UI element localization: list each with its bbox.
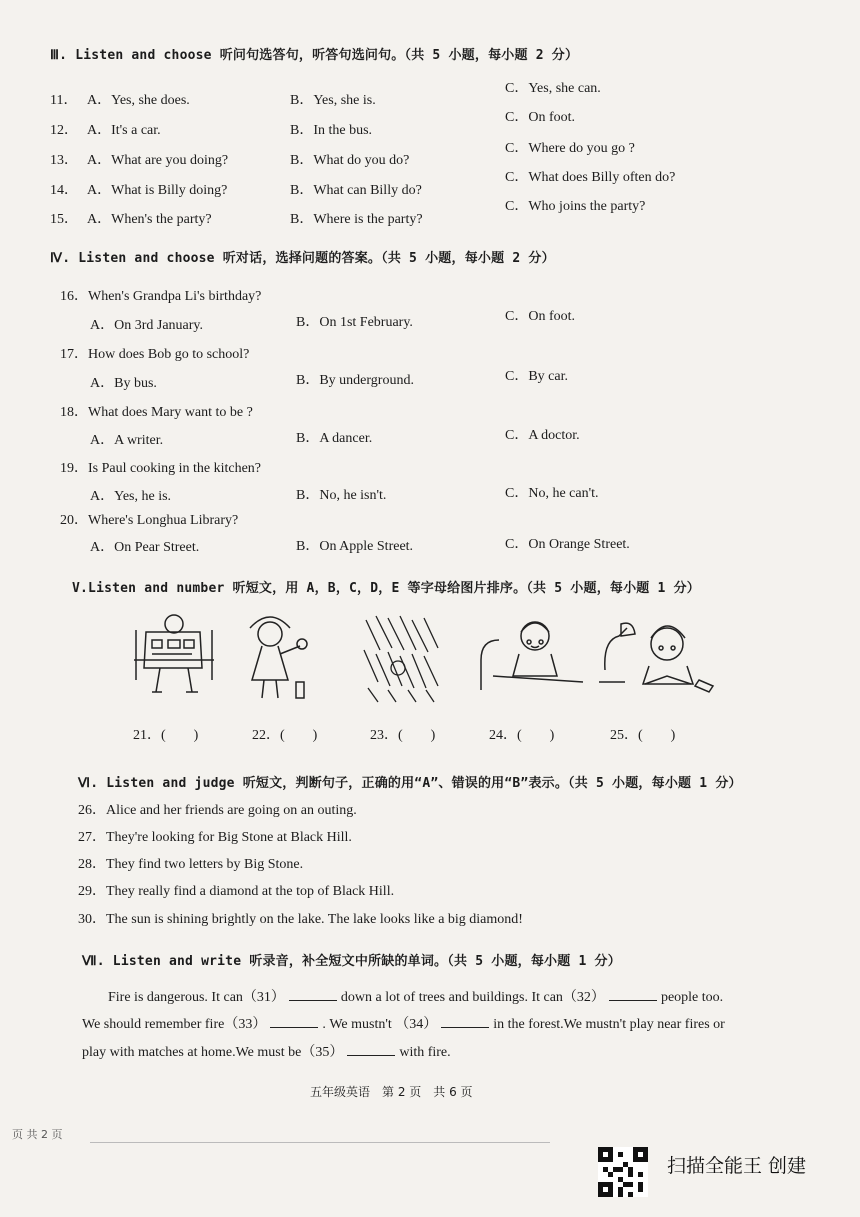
- judge-item-30: 30．The sun is shining brightly on the lake. The lake looks like a big diamond!: [78, 912, 523, 927]
- picture-man-reading-newspaper: [116, 610, 226, 705]
- section-6-heading: Ⅵ. Listen and judge 听短文，判断句子，正确的用“A”、错误的用“B”表示。（共 5 小题，每小题 1 分）: [78, 776, 742, 791]
- q16-option-c: C．On foot.: [505, 309, 575, 324]
- question-number: 12．: [50, 123, 78, 138]
- q20-option-c: C．On Orange Street.: [505, 537, 630, 552]
- option-b: B．In the bus.: [290, 123, 373, 138]
- judge-item-26: 26．Alice and her friends are going on an outing.: [78, 803, 357, 818]
- corner-page-mark: 页 共 2 页: [12, 1128, 63, 1141]
- option-c: C．Yes, she can.: [505, 81, 601, 96]
- option-a: A．What is Billy doing?: [87, 183, 228, 198]
- picture-girl-at-desk: [473, 610, 588, 705]
- blank-34[interactable]: [441, 1015, 489, 1028]
- question-17-stem: 17．How does Bob go to school?: [60, 347, 250, 362]
- picture-row: [100, 610, 730, 705]
- paragraph-line-1: [108, 986, 723, 1006]
- option-b: B．What can Billy do?: [290, 183, 422, 198]
- blank-32[interactable]: [609, 988, 657, 1001]
- number-21: 21．( ): [133, 728, 199, 743]
- judge-item-28: 28．They find two letters by Big Stone.: [78, 857, 304, 872]
- text: in the forest.We mustn't play near fires or: [493, 1017, 725, 1032]
- judge-item-27: 27．They're looking for Big Stone at Black Hill.: [78, 830, 352, 845]
- q17-option-a: A．By bus.: [90, 376, 157, 391]
- number-25: 25．( ): [610, 728, 676, 743]
- section-4-heading: Ⅳ. Listen and choose 听对话，选择问题的答案。（共 5 小题，每小题 2 分）: [50, 251, 555, 266]
- option-a: A．It's a car.: [87, 123, 161, 138]
- blank-31[interactable]: [289, 988, 337, 1001]
- paragraph-line-2: [82, 1013, 725, 1033]
- section-7-heading: Ⅶ. Listen and write 听录音，补全短文中所缺的单词。（共 5 小题，每小题 1 分）: [82, 954, 621, 969]
- number-24: 24．( ): [489, 728, 555, 743]
- q19-option-c: C．No, he can't.: [505, 486, 599, 501]
- q19-option-b: B．No, he isn't.: [296, 488, 387, 503]
- question-16-stem: 16．When's Grandpa Li's birthday?: [60, 289, 262, 304]
- text: . We mustn't （34）: [322, 1017, 438, 1032]
- q18-option-b: B．A dancer.: [296, 431, 373, 446]
- judge-item-29: 29．They really find a diamond at the top of Black Hill.: [78, 884, 395, 899]
- text: people too.: [660, 990, 724, 1005]
- option-c: C．Where do you go ?: [505, 141, 635, 156]
- fold-line: [90, 1142, 550, 1143]
- number-22: 22．( ): [252, 728, 318, 743]
- scanner-brand-label: 扫描全能王 创建: [667, 1155, 807, 1177]
- q16-option-b: B．On 1st February.: [296, 315, 413, 330]
- text: We should remember fire（33）: [82, 1017, 267, 1032]
- option-c: C．What does Billy often do?: [505, 170, 676, 185]
- paragraph-line-3: [82, 1041, 451, 1061]
- option-a: A．What are you doing?: [87, 153, 229, 168]
- page-footer: 五年级英语 第 2 页 共 6 页: [310, 1085, 473, 1099]
- option-b: B．What do you do?: [290, 153, 410, 168]
- q17-option-c: C．By car.: [505, 369, 568, 384]
- q18-option-c: C．A doctor.: [505, 428, 580, 443]
- question-20-stem: 20．Where's Longhua Library?: [60, 513, 239, 528]
- question-number: 11．: [50, 93, 78, 108]
- picture-boy-reading-with-lamp: [595, 610, 725, 705]
- option-b: B．Where is the party?: [290, 212, 423, 227]
- option-c: C．On foot.: [505, 110, 575, 125]
- text: Fire is dangerous. It can（31）: [108, 990, 285, 1005]
- blank-35[interactable]: [347, 1043, 395, 1056]
- section-5-heading: V.Listen and number 听短文，用 A，B，C，D，E 等字母给图片排序。（共 5 小题，每小题 1 分）: [72, 581, 700, 596]
- qr-code-icon: [598, 1147, 648, 1197]
- picture-rain: [358, 610, 443, 705]
- q20-option-b: B．On Apple Street.: [296, 539, 414, 554]
- q18-option-a: A．A writer.: [90, 433, 164, 448]
- q16-option-a: A．On 3rd January.: [90, 318, 204, 333]
- option-a: A．When's the party?: [87, 212, 212, 227]
- number-23: 23．( ): [370, 728, 436, 743]
- question-19-stem: 19．Is Paul cooking in the kitchen?: [60, 461, 262, 476]
- question-number: 15．: [50, 212, 78, 227]
- question-number: 13．: [50, 153, 78, 168]
- q19-option-a: A．Yes, he is.: [90, 489, 172, 504]
- section-3-heading: Ⅲ. Listen and choose 听问句选答句，听答句选问句。（共 5 小题，每小题 2 分）: [50, 48, 579, 63]
- q17-option-b: B．By underground.: [296, 373, 414, 388]
- option-c: C．Who joins the party?: [505, 199, 646, 214]
- question-18-stem: 18．What does Mary want to be ?: [60, 405, 253, 420]
- text: down a lot of trees and buildings. It can（32）: [340, 990, 605, 1005]
- option-b: B．Yes, she is.: [290, 93, 376, 108]
- text: with fire.: [399, 1045, 451, 1060]
- question-number: 14．: [50, 183, 78, 198]
- option-a: A．Yes, she does.: [87, 93, 190, 108]
- text: play with matches at home.We must be（35）: [82, 1045, 344, 1060]
- q20-option-a: A．On Pear Street.: [90, 540, 200, 555]
- picture-girl-with-flower: [240, 610, 320, 705]
- blank-33[interactable]: [270, 1015, 318, 1028]
